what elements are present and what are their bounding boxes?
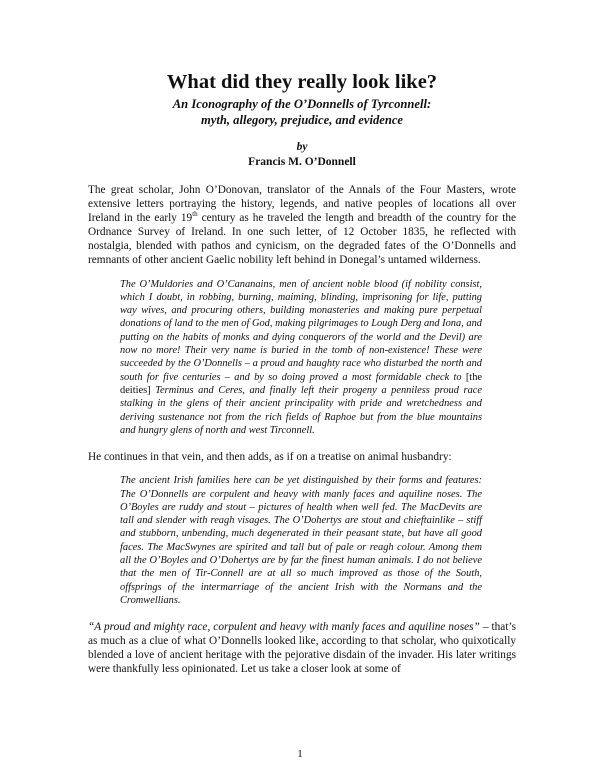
ordinal-superscript: th <box>192 210 198 219</box>
quote-1-text-a: The O’Muldories and O’Cananains, men of ancient noble blood (if nobility consist, which I doubt, in robbing, burning, maiming, blinding, imprisoning for life, putting way wives, and procuring others, building monasteries and making pure perpetual donations of land to the men of God, making pilgrimages to Lough Derg and Iona, and putting on the habits of monks and dying conquerors of the world and the Devil) are now no more! Their very name is buried in the tomb of non-existence! These were succeeded by the O’Donnells – a proud and haughty race who disturbed the north and south for five centuries – and by so doing proved a most formidable check to <box>120 278 482 383</box>
byline-by: by <box>296 141 308 153</box>
paragraph-intro <box>88 183 516 268</box>
quote-1-text-b: Terminus and Ceres, and finally left their progeny a penniless proud race stalking in the glens of their ancient principality with pride and wretchedness and deriving sustenance not from the rich fields of Raphoe but from the blue mountains and hungry glens of north and west Tirconnell. <box>120 384 482 436</box>
document-title: What did they really look like? <box>166 71 438 93</box>
page-number: 1 <box>297 748 303 760</box>
block-quote-1 <box>120 278 482 438</box>
paragraph-transition: He continues in that vein, and then adds, as if on a treatise on animal husbandry: <box>88 451 452 464</box>
subtitle-line-1: An Iconography of the O’Donnells of Tyrconnell: <box>172 97 432 111</box>
paragraph-commentary <box>88 620 516 676</box>
document-page <box>88 70 516 677</box>
block-quote-2: The ancient Irish families here can be yet distinguished by their forms and features: The O’Donnells are corpulent and heavy with manly faces and aquiline noses. The O’Boyles are ruddy and stout – pictures of health when well fed. The MacDevits are tall and slender with reagh visages. The O’Dohertys are stout and chieftainlike – stiff and stubborn, unbending, much degenerated in their peasant state, but have all good faces. The MacSwynes are spirited and tall but of pale or reagh colour. Among them all the O’Boyles and O’Dohertys are by far the finest human animals. I do not believe that the men of Tir-Connell are at all so much improved as those of the South, offsprings of the intermarriage of the ancient Irish with the Normans and the Cromwellians. <box>120 475 482 606</box>
paragraph-commentary-text: – that’s as much as a clue of what O’Donnells looked like, according to that scholar, who quixotically blended a love of ancient heritage with the pejorative disdain of the invader. His later writings were thankfully less opinionated. Let us take a closer look at some of <box>88 621 516 676</box>
quote-1-bracket: [the deities] <box>120 371 482 396</box>
document-subtitle <box>88 96 516 128</box>
inline-quote: “A proud and mighty race, corpulent and heavy with manly faces and aquiline noses” <box>88 621 480 634</box>
paragraph-intro-text-b: century as he traveled the length and breadth of the country for the Ordnance Survey of Ireland. In one such letter, of 12 October 1835, he reflected with nostalgia, blended with pathos and cynicism, on the degraded fates of the O’Donnells and remnants of other ancient Gaelic nobility left behind in Donegal’s untamed wilderness. <box>88 212 516 267</box>
author-name: Francis M. O’Donnell <box>248 156 356 168</box>
subtitle-line-2: myth, allegory, prejudice, and evidence <box>200 113 404 127</box>
paragraph-intro-text-a: The great scholar, John O’Donovan, translator of the Annals of the Four Masters, wrote extensive letters portraying the history, legends, and native peoples of locations all over Ireland in the early 19 <box>88 184 516 225</box>
